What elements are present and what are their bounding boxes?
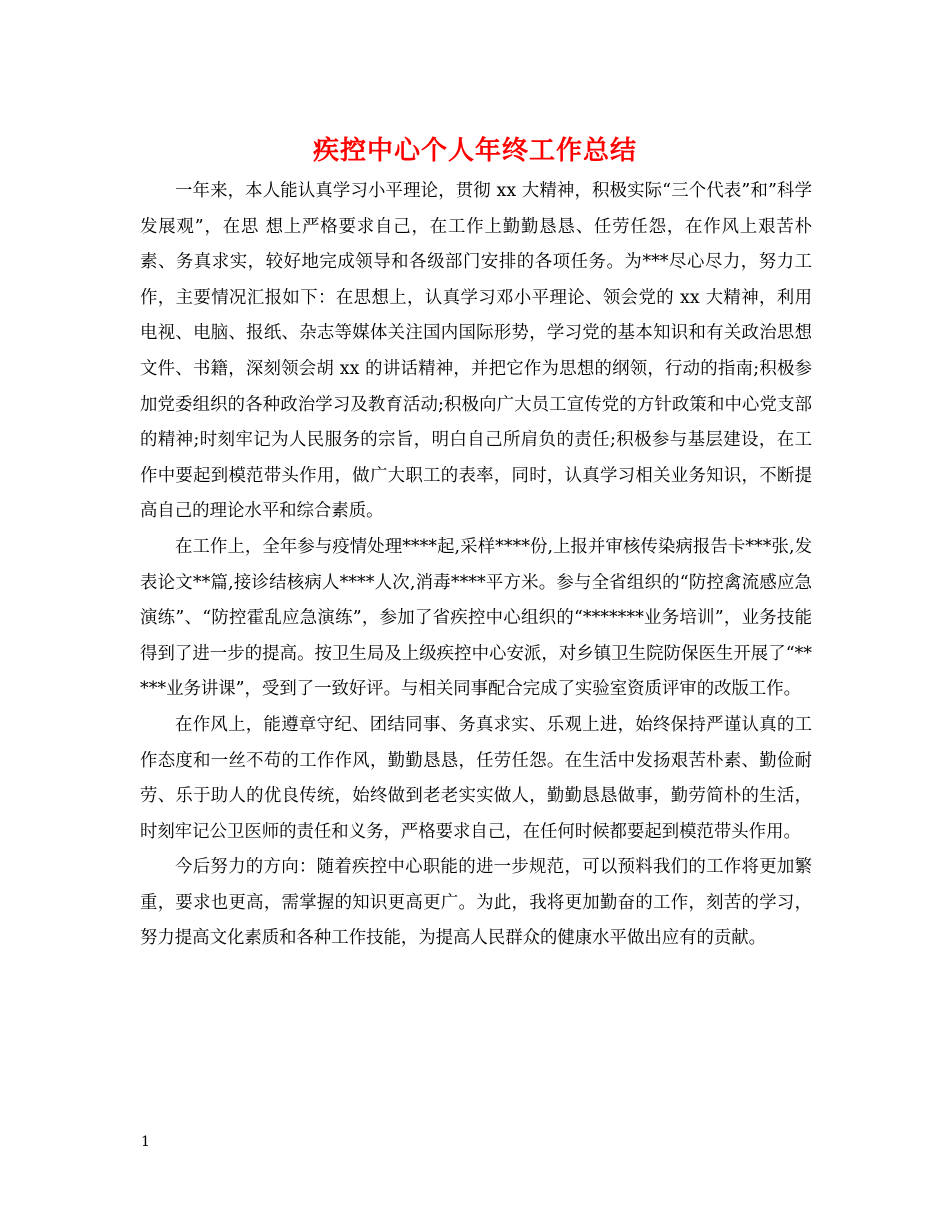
paragraph-future: 今后努力的方向：随着疾控中心职能的进一步规范，可以预料我们的工作将更加繁重，要求也更高，需掌握的知识更高更广。为此，我将更加勤奋的工作，刻苦的学习，努力提高文化素质和各种工作技能，为提高人民群众的健康水平做出应有的贡献。: [140, 857, 812, 949]
paragraph-work: 在工作上，全年参与疫情处理****起,采样****份,上报并审核传染病报告卡***张,发表论文**篇,接诊结核病人****人次,消毒****平方米。参与全省组织的“防控禽流感应急演练”、“防控霍乱应急演练”，参加了省疾控中心组织的“*******业务培训”，业务技能得到了进一步的提高。按卫生局及上级疾控中心安派，对乡镇卫生院防保医生开展了“*****业务讲课”，受到了一致好评。与相关同事配合完成了实验室资质评审的改版工作。: [140, 536, 812, 700]
document-body: [140, 174, 812, 957]
paragraph-intro: 一年来，本人能认真学习小平理论，贯彻 xx 大精神，积极实际“三个代表”和”科学发展观”，在思 想上严格要求自己，在工作上勤勤恳恳、任劳任怨，在作风上艰苦朴素、务真求实，较好地完成领导和各级部门安排的各项任务。为***尽心尽力，努力工作，主要情况汇报如下：在思想上，认真学习邓小平理论、领会党的 xx 大精神，利用电视、电脑、报纸、杂志等媒体关注国内国际形势，学习党的基本知识和有关政治思想文件、书籍，深刻领会胡 xx 的讲话精神，并把它作为思想的纲领，行动的指南;积极参加党委组织的各种政治学习及教育活动;积极向广大员工宣传党的方针政策和中心党支部的精神;时刻牢记为人民服务的宗旨，明白自己所肩负的责任;积极参与基层建设，在工作中要起到模范带头作用，做广大职工的表率，同时，认真学习相关业务知识，不断提高自己的理论水平和综合素质。: [140, 181, 812, 522]
document-title: 疾控中心个人年终工作总结: [312, 136, 637, 166]
paragraph-conduct: 在作风上，能遵章守纪、团结同事、务真求实、乐观上进，始终保持严谨认真的工作态度和一丝不苟的工作作风，勤勤恳恳，任劳任怨。在生活中发扬艰苦朴素、勤俭耐劳、乐于助人的优良传统，始终做到老老实实做人，勤勤恳恳做事，勤劳简朴的生活，时刻牢记公卫医师的责任和义务，严格要求自己，在任何时候都要起到模范带头作用。: [140, 714, 812, 842]
page-number: 1: [141, 1134, 150, 1150]
